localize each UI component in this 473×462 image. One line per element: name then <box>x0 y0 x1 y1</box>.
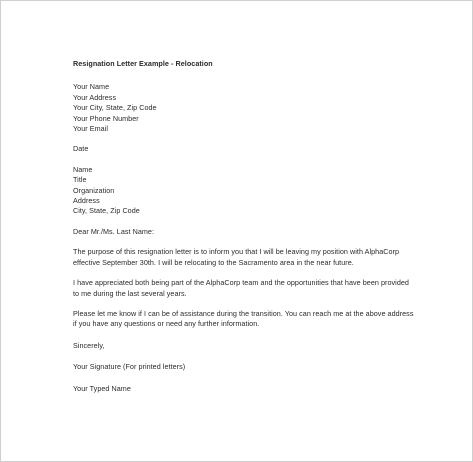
sender-block <box>73 82 413 134</box>
recipient-block <box>73 165 413 217</box>
date-block <box>73 144 413 154</box>
paragraph-2-line-1: I have appreciated both being part of the AlphaCorp team and the opportunities that have been provided <box>73 278 409 288</box>
paragraph-3-line-1: Please let me know if I can be of assistance during the transition. You can reach me at the above address <box>73 308 414 318</box>
recipient-address: Address <box>73 196 100 206</box>
paragraph-1-line-1: The purpose of this resignation letter is to inform you that I will be leaving my position with AlphaCorp <box>73 247 400 257</box>
paragraph-3-line-2: if you have any questions or need any further information. <box>73 319 260 329</box>
paragraph-2-line-2: to me during the last several years. <box>73 288 187 298</box>
salutation: Dear Mr./Ms. Last Name: <box>73 226 155 236</box>
closing-block <box>73 341 413 351</box>
sender-name: Your Name <box>73 82 110 92</box>
paragraph-1 <box>73 247 413 268</box>
paragraph-3 <box>73 309 413 330</box>
sender-email: Your Email <box>73 124 108 134</box>
typed-name-block <box>73 384 413 394</box>
recipient-title: Title <box>73 175 87 185</box>
typed-name: Your Typed Name <box>73 383 131 393</box>
salutation-block <box>73 227 413 237</box>
recipient-city-state-zip: City, State, Zip Code <box>73 206 140 216</box>
closing: Sincerely, <box>73 340 105 350</box>
sender-phone: Your Phone Number <box>73 113 139 123</box>
paragraph-2 <box>73 278 413 299</box>
sender-address: Your Address <box>73 92 117 102</box>
signature-line: Your Signature (For printed letters) <box>73 362 186 372</box>
document-title: Resignation Letter Example - Relocation <box>73 59 213 68</box>
paragraph-1-line-2: effective September 30th. I will be relocating to the Sacramento area in the near future. <box>73 257 354 267</box>
recipient-name: Name <box>73 164 93 174</box>
sender-city-state-zip: Your City, State, Zip Code <box>73 103 157 113</box>
letter-content <box>73 59 413 394</box>
letter-date: Date <box>73 144 89 154</box>
signature-block <box>73 362 413 372</box>
recipient-organization: Organization <box>73 185 115 195</box>
